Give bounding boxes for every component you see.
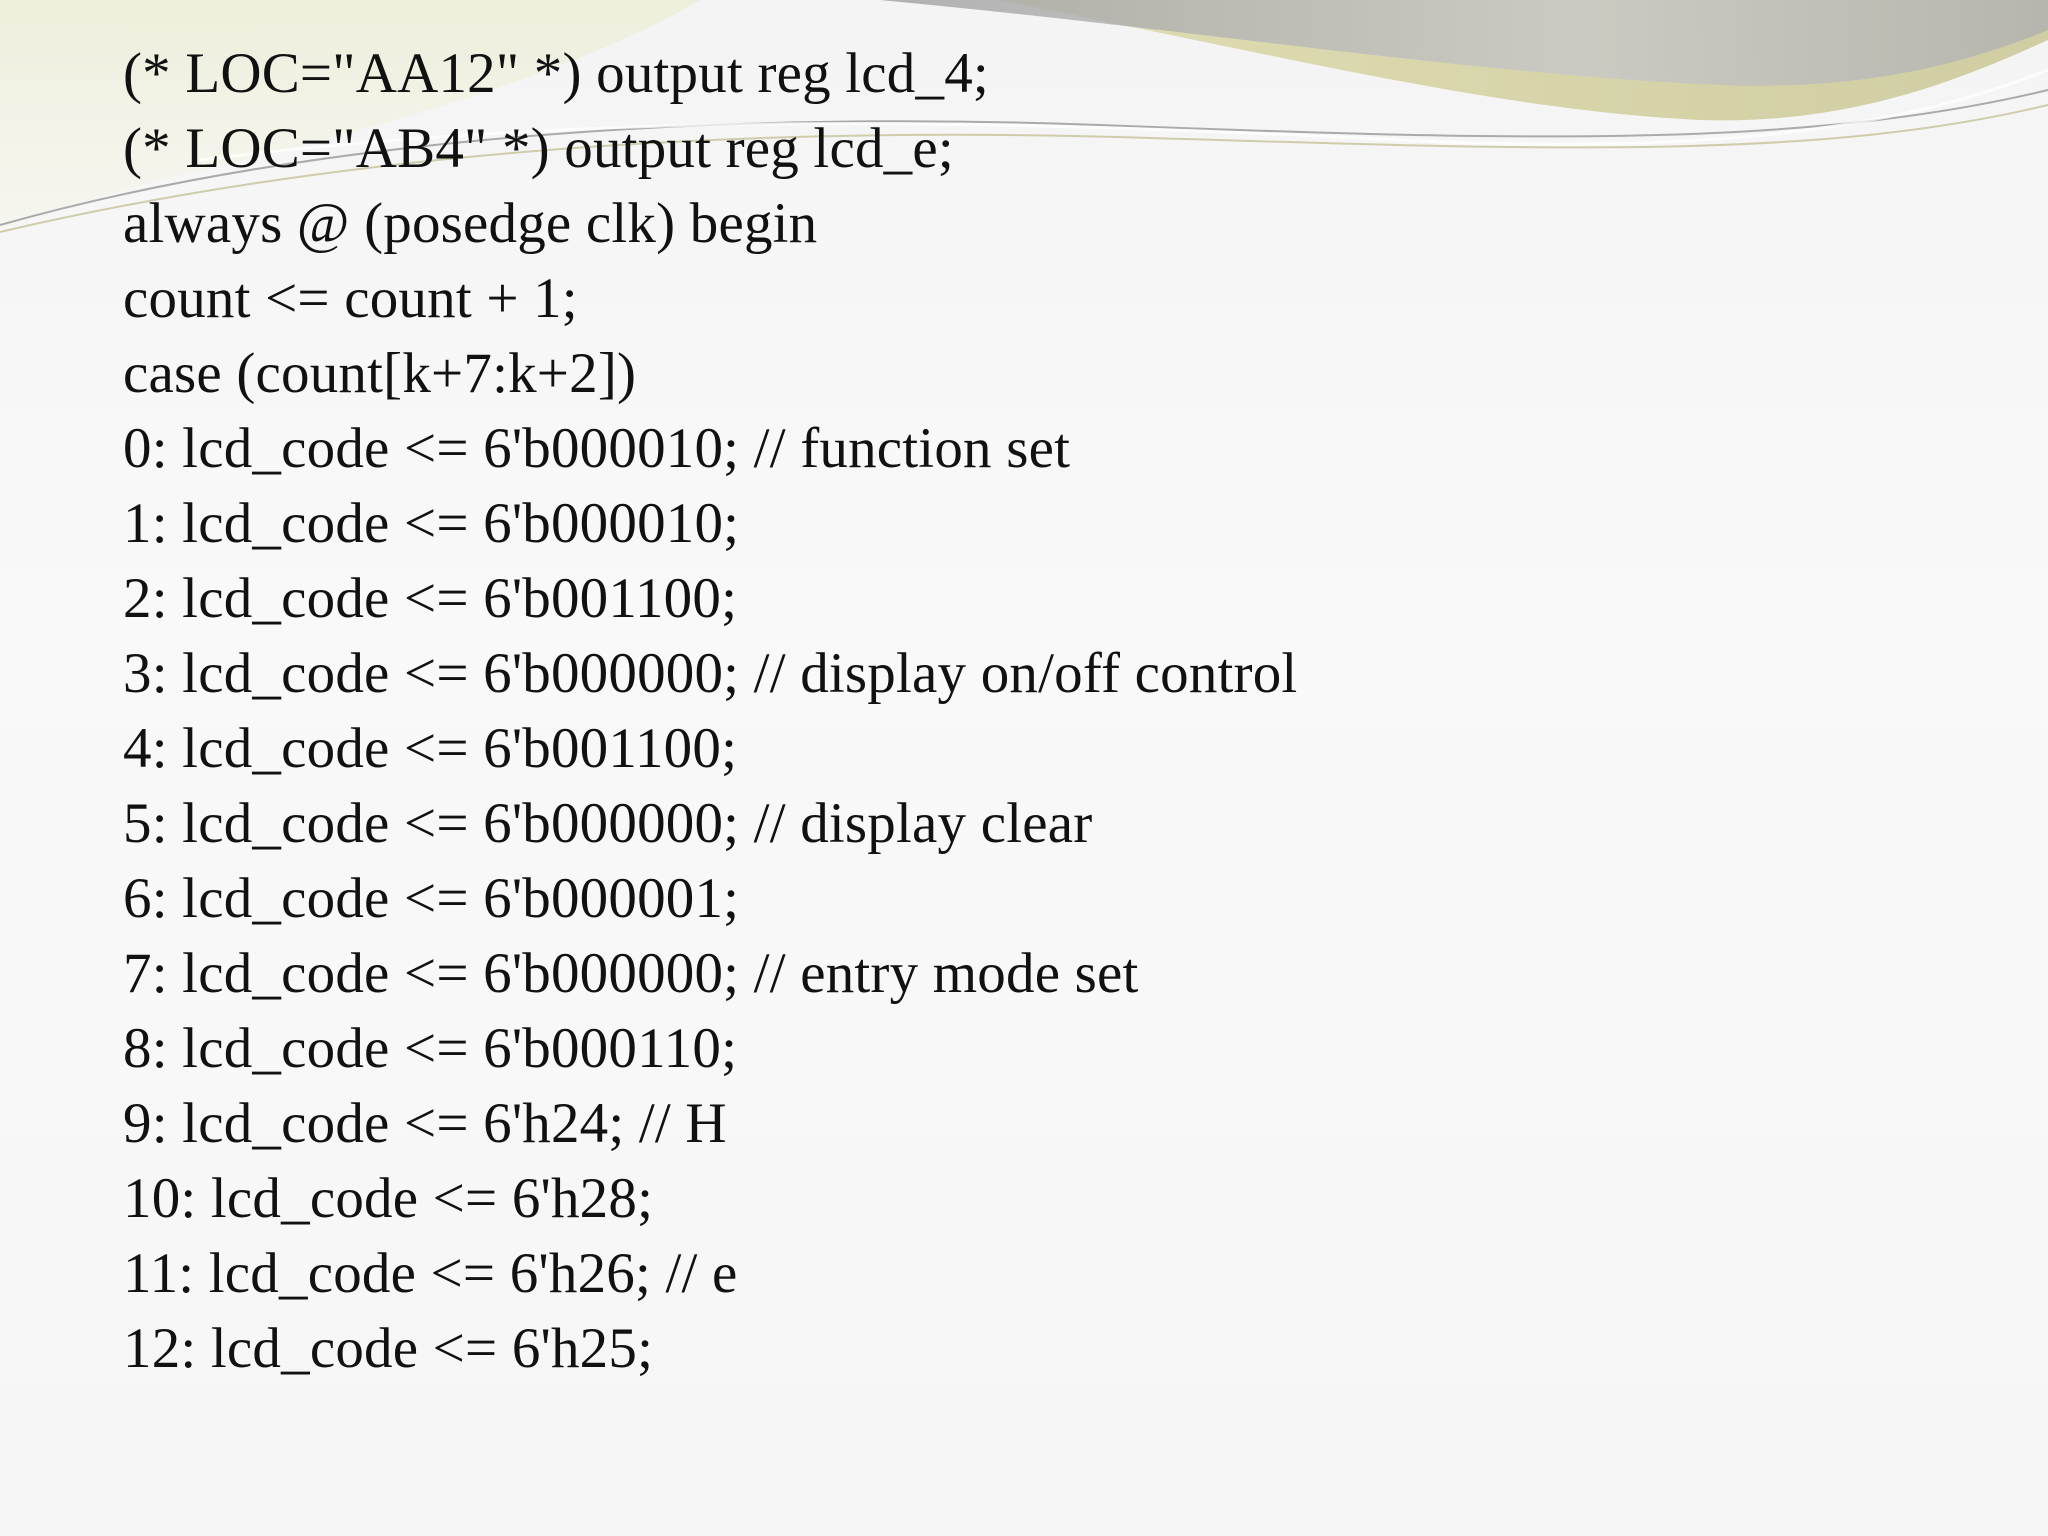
code-line: 3: lcd_code <= 6'b000000; // display on/off control [123, 642, 1298, 705]
code-line: count <= count + 1; [123, 267, 578, 330]
code-line: 11: lcd_code <= 6'h26; // e [123, 1242, 738, 1305]
code-line: (* LOC="AB4" *) output reg lcd_e; [123, 117, 954, 180]
code-line: 7: lcd_code <= 6'b000000; // entry mode set [123, 942, 1139, 1005]
code-line: 4: lcd_code <= 6'b001100; [123, 717, 738, 780]
code-line: 5: lcd_code <= 6'b000000; // display clear [123, 792, 1093, 855]
code-line: 9: lcd_code <= 6'h24; // H [123, 1092, 727, 1155]
code-line: case (count[k+7:k+2]) [123, 342, 637, 405]
code-line: (* LOC="AA12" *) output reg lcd_4; [123, 42, 989, 105]
code-line: 1: lcd_code <= 6'b000010; [123, 492, 740, 555]
verilog-code-block [123, 36, 1973, 1386]
code-line: 2: lcd_code <= 6'b001100; [123, 567, 738, 630]
code-line: 8: lcd_code <= 6'b000110; [123, 1017, 738, 1080]
code-line: 12: lcd_code <= 6'h25; [123, 1317, 654, 1380]
code-line: 6: lcd_code <= 6'b000001; [123, 867, 740, 930]
code-line: 0: lcd_code <= 6'b000010; // function set [123, 417, 1071, 480]
code-line: always @ (posedge clk) begin [123, 192, 818, 255]
code-line: 10: lcd_code <= 6'h28; [123, 1167, 654, 1230]
